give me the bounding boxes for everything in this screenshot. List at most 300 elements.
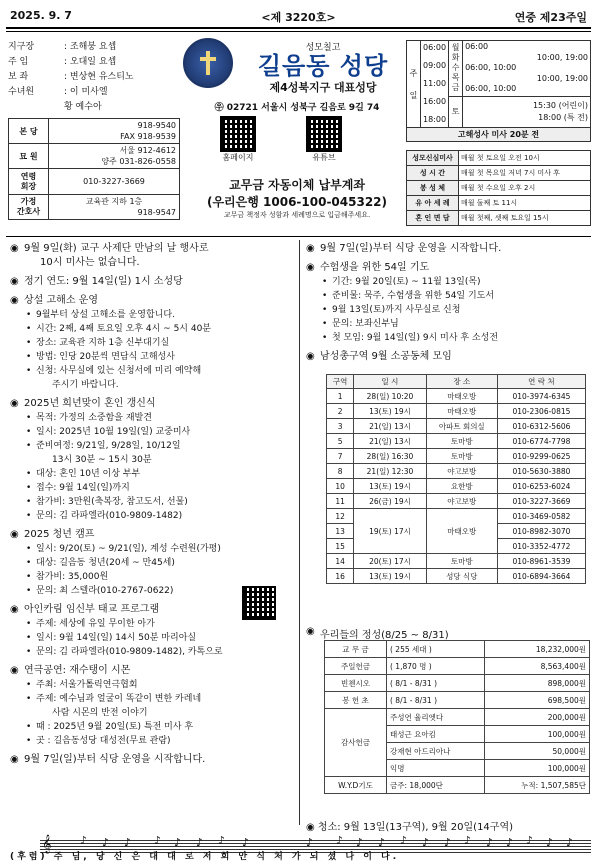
staff-person: : 변상현 유스티노 <box>64 72 134 82</box>
offering-label: 교 무 금 <box>325 641 387 658</box>
dot-icon: • <box>26 338 32 348</box>
thanks-amount: 100,000원 <box>485 760 590 777</box>
notice-title: 2025년 희년맞이 혼인 갱신식 <box>24 398 156 409</box>
group-phone: 010-3227-3669 <box>497 494 585 509</box>
notice-item-text: 대상: 길음동 청년(20세 ~ 만45세) <box>36 558 175 568</box>
staff-role: 지구장 <box>8 42 35 52</box>
mass-time: 06:00, 10:00 <box>465 84 517 93</box>
table-row <box>327 449 586 464</box>
notice-item <box>306 289 591 303</box>
table-row <box>327 404 586 419</box>
notice-title: 수험생을 위한 54일 기도 <box>320 262 430 273</box>
group-place: 토마방 <box>426 554 497 569</box>
music-note-icon: ♪ <box>546 836 554 849</box>
offering-detail: ( 8/1 - 8/31 ) <box>387 692 485 709</box>
contact-row <box>9 195 180 220</box>
group-zone: 16 <box>327 569 354 584</box>
notice-item <box>10 645 295 659</box>
column-header: 일 시 <box>354 375 426 389</box>
bullet-icon: ◉ <box>306 243 315 254</box>
notice-heading <box>10 275 295 289</box>
wyd-label: W.Y.D기도 <box>325 777 387 794</box>
group-zone: 14 <box>327 554 354 569</box>
staff-list <box>8 40 178 115</box>
mass-time: 11:00 <box>423 79 447 88</box>
group-time: 20(토) 17시 <box>354 554 426 569</box>
bullet-icon: ◉ <box>306 822 315 833</box>
bullet-icon: ◉ <box>10 276 19 287</box>
contact-row <box>9 119 180 144</box>
group-zone: 10 <box>327 479 354 494</box>
group-phone: 010-9299-0625 <box>497 449 585 464</box>
notice-item <box>306 303 591 317</box>
group-zone: 5 <box>327 434 354 449</box>
dot-icon: • <box>26 633 32 643</box>
notice-item <box>10 439 295 453</box>
group-time: 28(일) 16:30 <box>354 449 426 464</box>
dot-icon: • <box>26 619 32 629</box>
staff-role: 수녀원 <box>8 87 35 97</box>
notice-title: 남성총구역 9월 소공동체 모임 <box>320 351 452 362</box>
church-name: 길음동 성당 <box>257 52 389 80</box>
liturgical-week: 연중 제23주일 <box>514 11 587 24</box>
music-note-icon: ♪ <box>444 836 452 849</box>
sunday-label: 주 일 <box>407 41 421 128</box>
notice-title: 아인카림 임신부 태교 프로그램 <box>24 604 160 615</box>
sacrament-row <box>407 166 591 181</box>
dot-icon: • <box>26 558 32 568</box>
group-time: 28(일) 10:20 <box>354 389 426 404</box>
group-phone: 010-8961-3539 <box>497 554 585 569</box>
staff-row <box>8 55 178 70</box>
dot-icon: • <box>26 586 32 596</box>
notice-item-text: 일시: 2025년 10월 19일(일) 교중미사 <box>36 427 191 437</box>
sacrament-value: 매월 첫 수요일 오후 2시 <box>459 181 591 196</box>
bullet-icon: ◉ <box>10 529 19 540</box>
mass-time: 09:00 <box>423 61 447 70</box>
notice-item-text: 주제: 세상에 유일 무이한 아가 <box>36 619 155 629</box>
notice-item-text: 장소: 교육관 지하 1층 신부대기실 <box>36 338 170 348</box>
dot-icon: • <box>26 483 32 493</box>
offering-detail: ( 1,870 명 ) <box>387 658 485 675</box>
group-time: 13(토) 19시 <box>354 569 426 584</box>
group-place: 토마방 <box>426 449 497 464</box>
group-place: 토마방 <box>426 434 497 449</box>
mass-time: 06:00, 10:00 <box>465 63 517 72</box>
offering-amount: 18,232,000원 <box>485 641 590 658</box>
notice-heading <box>10 242 295 256</box>
saturday-label: 토 <box>449 96 463 128</box>
contact-label: 연령 회장 <box>9 169 49 195</box>
notice-item <box>10 692 295 706</box>
qr-youtube[interactable] <box>306 116 342 163</box>
offering-title: 우리들의 정성(8/25 ~ 8/31) <box>320 630 449 641</box>
group-phone: 010-5630-3880 <box>497 464 585 479</box>
bullet-icon: ◉ <box>10 754 19 765</box>
thanks-row <box>325 709 590 726</box>
music-note-icon: ♪ <box>486 836 494 849</box>
notice-item <box>10 556 295 570</box>
table-row <box>327 419 586 434</box>
staff-role <box>8 100 64 115</box>
table-row <box>327 434 586 449</box>
notice-continuation: 10시 미사는 없습니다. <box>40 257 140 268</box>
sacrament-row <box>407 181 591 196</box>
staff-person: : 오대일 요셉 <box>64 57 117 67</box>
offering-row <box>325 641 590 658</box>
music-note-icon: ♪ <box>196 836 204 849</box>
mass-time: 06:00 <box>465 42 489 51</box>
notice-item-text: 곳 : 길음동성당 대성전(무료 관람) <box>36 736 171 746</box>
notice-item <box>10 481 295 495</box>
notice-heading <box>306 261 591 275</box>
mass-time: 10:00, 19:00 <box>536 52 588 62</box>
bullet-icon: ◉ <box>10 604 19 615</box>
qr-code-icon <box>242 586 276 620</box>
weekday-label: 월 화 수 목 금 <box>449 41 463 97</box>
sacrament-label: 성모신심미사 <box>407 151 459 166</box>
notice-item-text: 주제: 예수님과 얼굴이 똑같이 변한 카레네 <box>36 694 202 704</box>
section-divider <box>6 236 591 237</box>
mass-time: 16:00 <box>423 97 447 106</box>
staff-row <box>8 85 178 100</box>
contact-line: 교육관 지하 1층 <box>85 197 143 206</box>
dot-icon: • <box>26 647 32 657</box>
dot-icon: • <box>322 305 328 315</box>
notice-item-text: 일시: 9/20(토) ~ 9/21(일), 계성 수련원(가평) <box>36 544 221 554</box>
notice-item <box>306 317 591 331</box>
bank-account: (우리은행 1006-100-045322) <box>206 195 388 209</box>
header-bar <box>6 6 591 26</box>
music-note-icon: ♪ <box>124 836 132 849</box>
offering-amount: 698,500원 <box>485 692 590 709</box>
contact-value <box>49 169 180 195</box>
group-phone: 010-6253-6024 <box>497 479 585 494</box>
dot-icon: • <box>26 497 32 507</box>
notice-item-text: 준비여정: 9/21일, 9/28일, 10/12일 <box>36 441 181 451</box>
group-phone: 010-2306-0815 <box>497 404 585 419</box>
group-place: 마태오방 <box>426 389 497 404</box>
qr-youth-camp[interactable] <box>242 586 276 620</box>
dot-icon: • <box>26 441 32 451</box>
group-zone: 15 <box>327 539 354 554</box>
staff-row <box>8 70 178 85</box>
notice-item <box>10 467 295 481</box>
offering-label: 주일헌금 <box>325 658 387 675</box>
notice-item-text: 참가비: 35,000원 <box>36 572 109 582</box>
mass-time: 18:00 <box>423 115 447 124</box>
issue-number: <제 3220호> <box>261 11 336 24</box>
table-row <box>327 509 586 524</box>
notice-item-text: 기간: 9월 20일(토) ~ 11월 13일(목) <box>332 277 481 287</box>
group-zone: 7 <box>327 449 354 464</box>
weekday-times <box>463 41 591 97</box>
bank-note: 교무금 책정자 성함과 세례명으로 입금해주세요. <box>223 211 371 219</box>
notice-heading <box>10 664 295 678</box>
dot-icon: • <box>26 413 32 423</box>
header-divider <box>6 27 591 29</box>
sacrament-row <box>407 211 591 226</box>
contact-line: FAX 918-9539 <box>120 132 176 141</box>
notice-item-text: 신청: 사무실에 있는 신청서에 미리 예약해 <box>36 366 202 376</box>
groups-table <box>326 374 586 584</box>
contact-line: 양주 031-826-0558 <box>101 157 176 166</box>
issue-date: 2025. 9. 7 <box>10 9 72 22</box>
group-zone: 12 <box>327 509 354 524</box>
sacraments-table <box>406 150 591 226</box>
qr-code-icon <box>306 116 342 152</box>
notice-heading <box>10 294 295 308</box>
notice-title: 2025 청년 캠프 <box>24 529 95 540</box>
group-place: 야고보방 <box>426 494 497 509</box>
notice-title: 정기 연도: 9월 14일(일) 1시 소성당 <box>24 276 183 287</box>
group-place: 마태오방 <box>426 509 497 554</box>
contact-value <box>49 195 180 220</box>
staff-role: 주 임 <box>8 57 29 67</box>
notice-item <box>10 678 295 692</box>
group-phone: 010-3974-6345 <box>497 389 585 404</box>
dot-icon: • <box>26 352 32 362</box>
dot-icon: • <box>26 427 32 437</box>
notice-title: 상설 고해소 운영 <box>24 295 98 306</box>
group-place: 아파트 회의실 <box>426 419 497 434</box>
contact-line: 서울 912-4612 <box>119 146 176 155</box>
contact-line: 918-9540 <box>137 121 176 130</box>
contact-row <box>9 169 180 195</box>
groups-header-row <box>327 375 586 389</box>
bullet-icon: ◉ <box>306 262 315 273</box>
notice-item-text: 목적: 가정의 소중함을 재발견 <box>36 413 152 423</box>
bullet-icon: ◉ <box>10 398 19 409</box>
header-divider-thin <box>6 31 591 32</box>
offering-table <box>324 640 590 794</box>
music-note-icon: ♪ <box>566 836 574 849</box>
notice-item-text: 문의: 김 라파엘라(010-9809-1482) <box>36 511 183 521</box>
notice-item-text: 주최: 서울가톨릭연극협회 <box>36 680 138 690</box>
thanks-donor: 주성연 율리엣다 <box>387 709 485 726</box>
church-address: ㉾ 02721 서울시 성북구 길음로 9길 74 <box>214 103 380 113</box>
sacrament-label: 혼 인 면 담 <box>407 211 459 226</box>
church-title-block <box>238 40 408 95</box>
treble-clef-icon: 𝄞 <box>42 834 52 853</box>
dot-icon: • <box>322 291 328 301</box>
offering-label: 빈첸시오 <box>325 675 387 692</box>
notice-item-text: 9월부터 상설 고해소를 운영합니다. <box>36 310 175 320</box>
offering-amount: 8,563,400원 <box>485 658 590 675</box>
bullet-icon: ◉ <box>306 351 315 362</box>
table-row <box>327 464 586 479</box>
notice-item-text: 첫 모임: 9월 14일(일) 9시 미사 후 소성전 <box>332 333 499 343</box>
notice-heading <box>306 242 591 256</box>
staff-person: : 이 미사엘 <box>64 87 108 97</box>
contact-value <box>49 119 180 144</box>
group-phone: 010-3352-4772 <box>497 539 585 554</box>
dot-icon: • <box>26 511 32 521</box>
notice-item-text: 방법: 인당 20분씩 면담식 고해성사 <box>36 352 175 362</box>
group-phone: 010-3469-0582 <box>497 509 585 524</box>
thanks-amount: 50,000원 <box>485 743 590 760</box>
contact-label: 묘 원 <box>9 144 49 169</box>
bullet-icon: ◉ <box>10 243 19 254</box>
music-note-icon: ♪ <box>526 834 534 847</box>
music-note-icon: ♪ <box>506 836 514 849</box>
dot-icon: • <box>26 572 32 582</box>
qr-code-icon <box>220 116 256 152</box>
church-diocese: 제4성북지구 대표성당 <box>269 81 377 94</box>
group-place: 요한방 <box>426 479 497 494</box>
bank-info <box>188 176 406 220</box>
qr-home[interactable] <box>220 116 256 163</box>
notice-item-text: 때 : 2025년 9월 20일(토) 특전 미사 후 <box>36 722 194 732</box>
column-header: 장 소 <box>426 375 497 389</box>
notice-item-continuation: 주시기 바랍니다. <box>52 380 119 390</box>
notice-item-text: 대상: 혼인 10년 이상 부부 <box>36 469 141 479</box>
thanks-donor: 강재현 아드리아나 <box>387 743 485 760</box>
group-time: 21(일) 13시 <box>354 434 426 449</box>
dot-icon: • <box>322 319 328 329</box>
group-place: 성당 식당 <box>426 569 497 584</box>
cleaning-notice <box>306 818 591 833</box>
saturday-times <box>463 96 591 128</box>
cleaning-text: 청소: 9월 13일(13구역), 9월 20일(14구역) <box>317 822 514 833</box>
column-header: 구역 <box>327 375 354 389</box>
notice-item-text: 9월 13일(토)까지 사무실로 신청 <box>332 305 461 315</box>
sacrament-value: 매월 둘째 토 11시 <box>459 196 591 211</box>
notice-title: 9월 9일(화) 교구 사제단 만남의 날 행사로 <box>24 243 209 254</box>
notice-item-text: 참가비: 3만원(축복장, 참고도서, 선물) <box>36 497 188 507</box>
dot-icon: • <box>26 722 32 732</box>
notice-heading <box>10 397 295 411</box>
group-zone: 2 <box>327 404 354 419</box>
mass-time: 15:30 (어린이) <box>532 100 588 110</box>
church-subtitle: 성모칠고 <box>305 43 341 53</box>
notice-item <box>10 570 295 584</box>
group-place: 마태오방 <box>426 404 497 419</box>
group-zone: 13 <box>327 524 354 539</box>
table-row <box>327 494 586 509</box>
thanks-donor: 태성근 요아킴 <box>387 726 485 743</box>
dot-icon: • <box>322 333 328 343</box>
qr-youtube-label: 유튜브 <box>312 153 336 162</box>
music-note-icon: ♪ <box>336 834 344 847</box>
contact-label: 가정 간호사 <box>9 195 49 220</box>
sacrament-label: 유 아 세 례 <box>407 196 459 211</box>
notice-item <box>10 322 295 336</box>
notice-item-continuation: 13시 30분 ~ 15시 30분 <box>52 455 152 465</box>
music-note-icon: ♪ <box>306 836 314 849</box>
cross-icon <box>197 50 219 76</box>
notice-item <box>10 425 295 439</box>
music-note-icon: ♪ <box>102 836 110 849</box>
dot-icon: • <box>26 469 32 479</box>
music-note-icon: ♪ <box>154 834 162 847</box>
staff-person: : 조해붕 요셉 <box>64 42 117 52</box>
contact-line: 010-3227-3669 <box>83 177 145 186</box>
table-row <box>327 389 586 404</box>
music-note-icon: ♪ <box>400 834 408 847</box>
group-time: 21(일) 12:30 <box>354 464 426 479</box>
sacrament-label: 봉 성 체 <box>407 181 459 196</box>
notice-item <box>10 509 295 523</box>
refrain-lyric: (후렴) 주 님, 당 신 은 대 대 로 저 희 안 식 처 가 되 셨 나 이 다. <box>10 852 400 862</box>
notice-title: 연극공연: 재수탱이 시몬 <box>24 665 131 676</box>
group-phone: 010-6312-5606 <box>497 419 585 434</box>
music-note-icon: ♪ <box>378 836 386 849</box>
notice-item <box>10 495 295 509</box>
notice-item <box>10 350 295 364</box>
staff-person: 황 예수아 <box>64 102 102 112</box>
music-staff <box>6 834 591 862</box>
contact-table <box>8 118 180 220</box>
group-time: 21(일) 13시 <box>354 419 426 434</box>
sacrament-value: 매월 첫 토요일 오전 10시 <box>459 151 591 166</box>
notice-item-text: 문의: 보좌신부님 <box>332 319 399 329</box>
mass-schedule <box>406 40 591 142</box>
music-note-icon: ♪ <box>242 836 250 849</box>
music-note-icon: ♪ <box>422 836 430 849</box>
dot-icon: • <box>26 544 32 554</box>
offering-detail: ( 8/1 - 8/31 ) <box>387 675 485 692</box>
offering-row <box>325 675 590 692</box>
notice-item-text: 준비물: 묵주, 수험생을 위한 54일 기도서 <box>332 291 495 301</box>
notice-item-text: 접수: 9월 14일(일)까지 <box>36 483 130 493</box>
table-row <box>327 569 586 584</box>
group-zone: 3 <box>327 419 354 434</box>
bullet-icon: ◉ <box>306 626 315 637</box>
group-phone: 010-6894-3664 <box>497 569 585 584</box>
group-zone: 11 <box>327 494 354 509</box>
offering-label: 봉 헌 초 <box>325 692 387 709</box>
notice-item <box>10 364 295 378</box>
music-note-icon: ♪ <box>464 834 472 847</box>
left-column <box>10 242 295 767</box>
notice-item <box>306 275 591 289</box>
sacrament-row <box>407 196 591 211</box>
contact-line: 918-9547 <box>137 208 176 217</box>
contact-value <box>49 144 180 169</box>
group-time: 13(토) 19시 <box>354 479 426 494</box>
wyd-total: 누적: 1,507,585단 <box>485 777 590 794</box>
music-note-icon: ♪ <box>356 836 364 849</box>
bank-title: 교무금 자동이체 납부계좌 <box>229 178 365 192</box>
notice-item-text: 일시: 9월 14일(일) 14시 50분 마리아실 <box>36 633 197 643</box>
group-time: 19(토) 17시 <box>354 509 426 554</box>
dot-icon: • <box>26 324 32 334</box>
group-zone: 8 <box>327 464 354 479</box>
thanks-amount: 100,000원 <box>485 726 590 743</box>
notice-heading <box>10 528 295 542</box>
group-phone: 010-6774-7798 <box>497 434 585 449</box>
sacrament-value: 매월 첫째, 셋째 토요일 15시 <box>459 211 591 226</box>
notice-title: 9월 7일(일)부터 식당 운영을 시작합니다. <box>24 754 206 765</box>
staff-row <box>8 100 178 115</box>
mass-time: 06:00 <box>423 43 447 52</box>
dot-icon: • <box>322 277 328 287</box>
thanks-amount: 200,000원 <box>485 709 590 726</box>
notice-heading <box>10 753 295 767</box>
offering-detail: ( 255 세대 ) <box>387 641 485 658</box>
dot-icon: • <box>26 736 32 746</box>
notice-item <box>10 720 295 734</box>
contact-row <box>9 144 180 169</box>
notice-item <box>10 308 295 322</box>
group-time: 26(금) 19시 <box>354 494 426 509</box>
staff-row <box>8 40 178 55</box>
dot-icon: • <box>26 310 32 320</box>
notice-item <box>306 331 591 345</box>
dot-icon: • <box>26 366 32 376</box>
qr-home-label: 홈페이지 <box>222 153 254 162</box>
